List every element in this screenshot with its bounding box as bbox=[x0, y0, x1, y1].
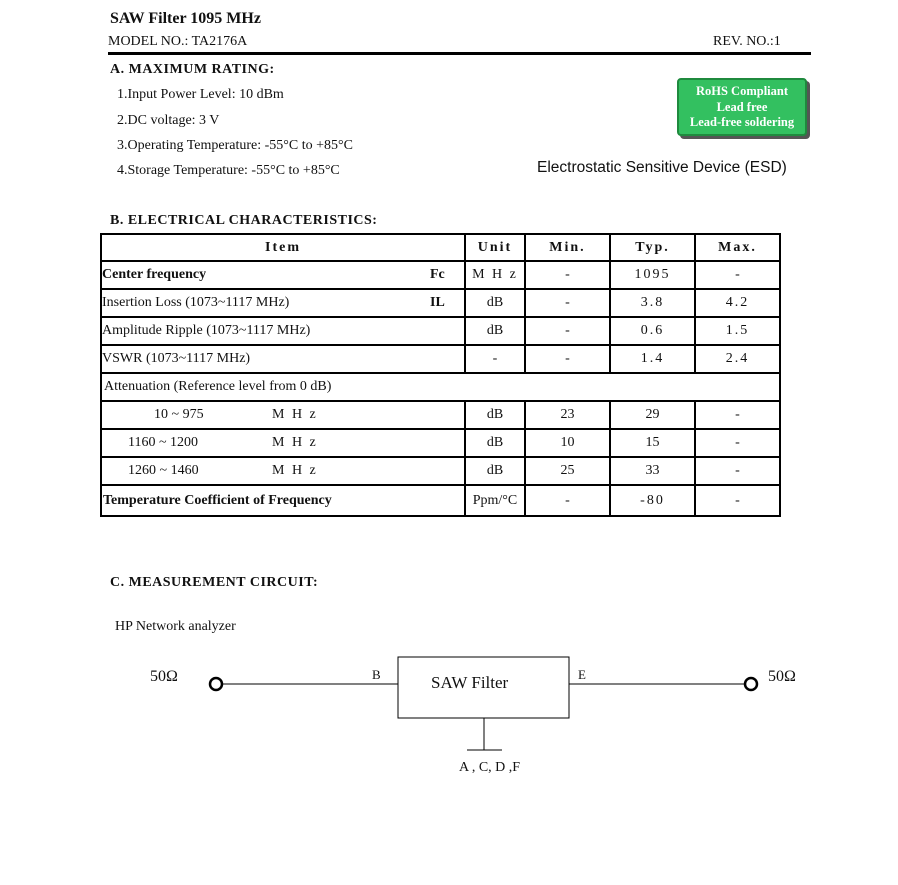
item-cell bbox=[101, 317, 465, 345]
item-symbol: IL bbox=[430, 295, 445, 310]
table-row bbox=[101, 345, 780, 373]
unit-cell: dB bbox=[465, 289, 525, 317]
pin-e-label: E bbox=[578, 667, 586, 682]
typ-cell: -80 bbox=[610, 485, 695, 516]
item-label: VSWR (1073~1117 MHz) bbox=[102, 351, 251, 366]
ground-pins-label: A , C, D ,F bbox=[459, 760, 521, 775]
attenuation-range-cell bbox=[101, 429, 465, 457]
item-cell bbox=[101, 289, 465, 317]
attenuation-header-row bbox=[101, 373, 780, 401]
document-title: SAW Filter 1095 MHz bbox=[110, 10, 261, 27]
item-label: Amplitude Ripple (1073~1117 MHz) bbox=[102, 323, 311, 338]
table-row bbox=[101, 457, 780, 485]
table-row bbox=[101, 485, 780, 516]
column-header: Unit bbox=[465, 234, 525, 261]
measurement-circuit-diagram bbox=[0, 640, 898, 770]
rating-item: 3.Operating Temperature: -55°C to +85°C bbox=[117, 138, 353, 153]
column-header: Typ. bbox=[610, 234, 695, 261]
right-impedance-label: 50Ω bbox=[768, 668, 796, 685]
min-cell: 25 bbox=[525, 457, 610, 485]
table-row bbox=[101, 289, 780, 317]
max-cell: 1.5 bbox=[695, 317, 780, 345]
attenuation-range-unit: M H z bbox=[272, 435, 318, 450]
min-cell: - bbox=[525, 317, 610, 345]
max-cell: 2.4 bbox=[695, 345, 780, 373]
column-header: Item bbox=[101, 234, 465, 261]
attenuation-label: Attenuation (Reference level from 0 dB) bbox=[101, 373, 780, 401]
typ-cell: 1095 bbox=[610, 261, 695, 289]
table-row bbox=[101, 317, 780, 345]
column-header: Min. bbox=[525, 234, 610, 261]
table-row bbox=[101, 261, 780, 289]
attenuation-range-unit: M H z bbox=[272, 463, 318, 478]
section-a-heading: A. MAXIMUM RATING: bbox=[110, 62, 275, 77]
item-symbol: Fc bbox=[430, 267, 445, 282]
attenuation-range: 10 ~ 975 bbox=[154, 407, 204, 422]
typ-cell: 3.8 bbox=[610, 289, 695, 317]
table-header-row bbox=[101, 234, 780, 261]
pin-b-label: B bbox=[372, 667, 381, 682]
min-cell: 10 bbox=[525, 429, 610, 457]
min-cell: - bbox=[525, 261, 610, 289]
rohs-line: Lead free bbox=[716, 99, 768, 114]
rohs-badge bbox=[677, 78, 807, 136]
rating-item: 4.Storage Temperature: -55°C to +85°C bbox=[117, 163, 340, 178]
section-b-heading: B. ELECTRICAL CHARACTERISTICS: bbox=[110, 213, 378, 228]
min-cell: - bbox=[525, 345, 610, 373]
unit-cell: Ppm/°C bbox=[465, 485, 525, 516]
attenuation-range: 1160 ~ 1200 bbox=[128, 435, 199, 450]
unit-cell: dB bbox=[465, 317, 525, 345]
header-divider bbox=[108, 52, 811, 55]
tcf-label: Temperature Coefficient of Frequency bbox=[101, 485, 465, 516]
max-cell: - bbox=[695, 261, 780, 289]
table-row bbox=[101, 429, 780, 457]
unit-cell: dB bbox=[465, 429, 525, 457]
unit-cell: dB bbox=[465, 401, 525, 429]
unit-cell: M H z bbox=[465, 261, 525, 289]
table-row bbox=[101, 401, 780, 429]
typ-cell: 15 bbox=[610, 429, 695, 457]
max-cell: - bbox=[695, 485, 780, 516]
unit-cell: dB bbox=[465, 457, 525, 485]
attenuation-range-unit: M H z bbox=[272, 407, 318, 422]
min-cell: 23 bbox=[525, 401, 610, 429]
min-cell: - bbox=[525, 485, 610, 516]
max-cell: - bbox=[695, 401, 780, 429]
rohs-line: RoHS Compliant bbox=[695, 84, 789, 98]
rating-item: 2.DC voltage: 3 V bbox=[117, 113, 220, 128]
min-cell: - bbox=[525, 289, 610, 317]
attenuation-range: 1260 ~ 1460 bbox=[128, 463, 199, 478]
item-cell bbox=[101, 261, 465, 289]
max-cell: 4.2 bbox=[695, 289, 780, 317]
typ-cell: 0.6 bbox=[610, 317, 695, 345]
left-terminal bbox=[210, 678, 222, 690]
item-cell bbox=[101, 345, 465, 373]
section-c-heading: C. MEASUREMENT CIRCUIT: bbox=[110, 575, 319, 590]
item-label: Center frequency bbox=[102, 267, 207, 282]
max-cell: - bbox=[695, 429, 780, 457]
attenuation-range-cell bbox=[101, 401, 465, 429]
filter-label: SAW Filter bbox=[431, 673, 509, 692]
analyzer-label: HP Network analyzer bbox=[115, 619, 236, 634]
revision-number: REV. NO.:1 bbox=[713, 34, 781, 49]
esd-notice: Electrostatic Sensitive Device (ESD) bbox=[537, 159, 787, 176]
unit-cell: - bbox=[465, 345, 525, 373]
item-label: Insertion Loss (1073~1117 MHz) bbox=[102, 295, 290, 310]
electrical-characteristics-table bbox=[100, 233, 781, 517]
right-terminal bbox=[745, 678, 757, 690]
rating-item: 1.Input Power Level: 10 dBm bbox=[117, 87, 284, 102]
left-impedance-label: 50Ω bbox=[150, 668, 178, 685]
rohs-line: Lead-free soldering bbox=[689, 115, 795, 129]
attenuation-range-cell bbox=[101, 457, 465, 485]
max-cell: - bbox=[695, 457, 780, 485]
typ-cell: 1.4 bbox=[610, 345, 695, 373]
typ-cell: 29 bbox=[610, 401, 695, 429]
model-number: MODEL NO.: TA2176A bbox=[108, 34, 248, 49]
typ-cell: 33 bbox=[610, 457, 695, 485]
column-header: Max. bbox=[695, 234, 780, 261]
